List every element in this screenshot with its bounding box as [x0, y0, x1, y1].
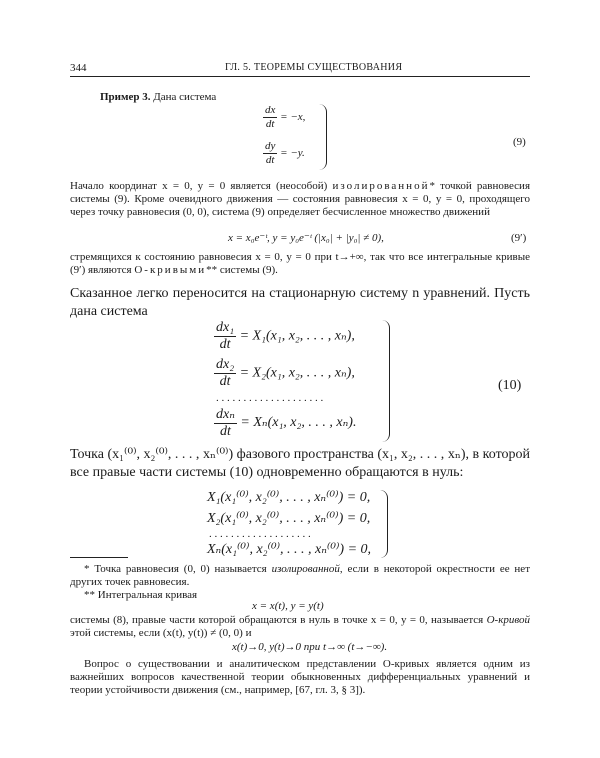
eq10-row3-num: dxₙ: [216, 407, 235, 422]
main-paragraph-1: Сказанное легко переносится на стационарную систему n уравнений. Пусть дана система: [70, 286, 530, 319]
eq9-row1: [263, 104, 305, 131]
zero-row-2: X₂(x₁⁽⁰⁾, x₂⁽⁰⁾, . . . , xₙ⁽⁰⁾) = 0,: [207, 511, 371, 526]
footnote-2-limit: x(t)→0, y(t)→0 при t→∞ (t→−∞).: [232, 641, 388, 653]
eq10-tag: (10): [498, 378, 522, 393]
footnote-2-it: О-кривой: [486, 614, 530, 626]
footnote-2-a: системы (8), правые части которой обращаются в нуль в точке x = 0, y = 0, называется: [70, 614, 484, 626]
eq10-row1-rhs: = X₁(x₁, x₂, . . . , xₙ),: [239, 328, 355, 344]
chapter-title: ГЛ. 5. ТЕОРЕМЫ СУЩЕСТВОВАНИЯ: [225, 62, 403, 73]
zero-system-brace: [379, 490, 388, 558]
eq9-row1-rhs: = −x,: [280, 111, 306, 124]
example-label: Пример 3.: [100, 91, 151, 103]
example-para-rest: равновесия системы (9). Кроме очевидного движения — состояния равновесия x = 0, y = 0, проходящего через точку равновесия (0, 0), система (9) определяет бесчисленное множество движений: [70, 180, 530, 218]
footnote-2-body: [70, 614, 530, 640]
eq9-brace: [318, 104, 327, 170]
footnote-3: Вопрос о существовании и аналитическом представлении О-кривых является одним из важнейших вопросов качественной теории обыкновенных дифференциальных уравнений и теории устойчивости движения (см., например, [67, гл. 3, § 3]).: [70, 658, 530, 696]
page-number: 344: [70, 62, 87, 74]
example-para-b: * точкой: [429, 180, 472, 192]
eq9-row1-den: dt: [265, 118, 275, 130]
eq10-row3-den: dt: [220, 424, 231, 439]
footnote-1: [70, 563, 530, 589]
example-paragraph: [70, 180, 530, 219]
footnote-1-b: , если в некоторой окрестности ее нет других точек равновесия.: [70, 563, 530, 588]
header-rule: [70, 76, 530, 77]
footnote-1-it: изолированной: [271, 563, 340, 575]
after-solution-paragraph: [70, 251, 530, 277]
eq10-brace: [380, 320, 390, 442]
eq9-row2-den: dt: [265, 154, 275, 166]
footnote-2-intro: ** Интегральная кривая: [84, 589, 198, 601]
example-para-spaced: изолированной: [332, 180, 430, 192]
eq10-row1: [214, 320, 355, 353]
footnote-2-eq: x = x(t), y = y(t): [252, 600, 324, 612]
eq9-row1-num: dx: [265, 104, 276, 116]
main-paragraph-2: Точка (x₁⁽⁰⁾, x₂⁽⁰⁾, . . . , xₙ⁽⁰⁾) фазового пространства (x₁, x₂, . . . , xₙ), в которой все правые части системы (10) одновременно обращаются в нуль:: [70, 447, 530, 480]
eq10-row1-num: dx₁: [216, 320, 235, 335]
eq10-row2-num: dx₂: [216, 357, 235, 372]
eq10-row3-rhs: = Xₙ(x₁, x₂, . . . , xₙ).: [240, 415, 357, 431]
solution-formula: x = x₀e⁻ᵗ, y = y₀e⁻ᵗ (|x₀| + |y₀| ≠ 0),: [228, 232, 384, 244]
eq9-tag: (9): [513, 136, 526, 148]
zero-row-dots: . . . . . . . . . . . . . . . . . . .: [209, 528, 311, 540]
eq10-row2: [214, 357, 355, 390]
after-solution-spaced: О-кривыми: [134, 264, 207, 276]
eq10-row1-den: dt: [219, 337, 231, 352]
eq9-row2-num: dy: [265, 140, 276, 152]
footnote-1-a: * Точка равновесия (0, 0) называется: [84, 563, 267, 575]
eq9-row2-rhs: = −y.: [280, 147, 305, 160]
after-solution-a: стремящихся к состоянию равновесия x = 0, y = 0 при t→+∞, так что все интегральные кривые (9′) являются: [70, 251, 530, 276]
zero-row-1: X₁(x₁⁽⁰⁾, x₂⁽⁰⁾, . . . , xₙ⁽⁰⁾) = 0,: [207, 490, 371, 505]
eq10-row3: [214, 406, 356, 440]
example-para-a: Начало координат x = 0, y = 0 является (неособой): [70, 180, 328, 192]
eq9-row2: [263, 140, 305, 167]
eq10-row2-rhs: = X₂(x₁, x₂, . . . , xₙ),: [239, 365, 355, 381]
footnote-2-b: этой системы, если (x(t), y(t)) ≠ (0, 0) и: [70, 627, 252, 639]
eq10-dots: . . . . . . . . . . . . . . . . . . . .: [216, 392, 324, 404]
after-solution-b: ** системы (9).: [206, 264, 278, 276]
example-intro-text: Дана система: [153, 91, 217, 103]
zero-row-n: Xₙ(x₁⁽⁰⁾, x₂⁽⁰⁾, . . . , xₙ⁽⁰⁾) = 0,: [207, 542, 372, 557]
eq10-row2-den: dt: [219, 374, 231, 389]
example-intro: [100, 91, 216, 104]
solution-tag: (9′): [511, 232, 527, 244]
footnote-rule: [70, 557, 128, 558]
